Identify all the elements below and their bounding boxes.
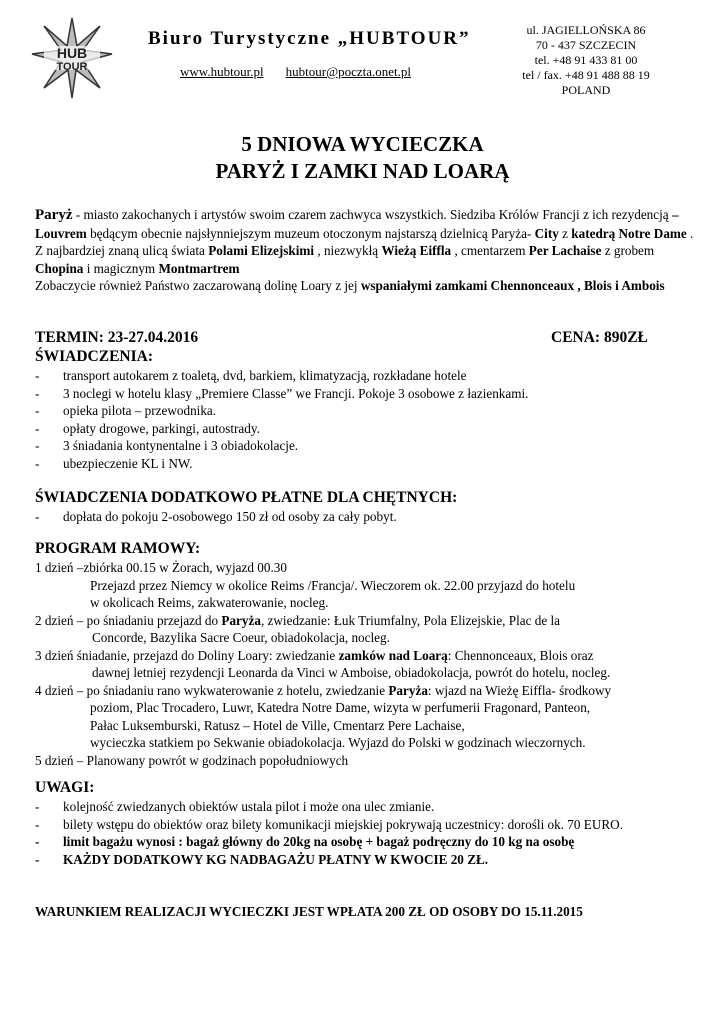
intro-text: , niezwykłą [314,243,382,258]
page-title [0,131,725,185]
intro-text: i magicznym [83,260,159,276]
program-line: wycieczka statkiem po Sekwanie obiadokolacja. Wyjazd do Polski w godzinach wieczornych. [90,735,586,750]
address-line: ul. JAGIELLOŃSKA 86 [526,23,646,37]
list-item: - ubezpieczenie KL i NW. [35,455,695,473]
list-item: - kolejność zwiedzanych obiektów ustala pilot i może ona ulec zmianie. [35,798,695,816]
program-keyword: Paryża [221,612,261,628]
termin-heading: TERMIN: 23-27.04.2016 [35,329,199,346]
address-block [520,23,652,98]
list-item: - limit bagażu wynosi : bagaż główny do 20kg na osobę + bagaż podręczny do 10 kg na osobę [35,833,695,851]
intro-keyword: Paryż [35,207,73,223]
program-text: : Chennonceaux, Blois oraz [447,647,594,663]
intro-text: - miasto zakochanych i artystów swoim czarem zachwyca wszystkich. Siedziba Królów Francji z ich rezydencją [72,207,672,222]
intro-keyword: Wieżą Eiffla [381,243,452,258]
program-text: 4 dzień – po śniadaniu rano wykwaterowanie z hotelu, zwiedzanie [35,682,389,698]
program-line: Concorde, Bazylika Sacre Coeur, obiadokolacja, nocleg. [92,630,390,645]
program-line [35,612,715,630]
list-item: - 3 noclegi w hotelu klasy „Premiere Classe” we Francji. Pokoje 3 osobowe z łazienkami. [35,385,695,403]
intro-text: , cmentarzem [451,243,529,258]
list-item: - opieka pilota – przewodnika. [35,402,695,420]
program-keyword: zamków nad Loarą [338,647,448,663]
website-link[interactable]: www.hubtour.pl [180,64,264,79]
intro-keyword: katedrą Notre Dame [571,225,687,241]
intro-keyword: City [534,225,559,241]
program-text: : wjazd na Wieżę Eiffla- środkowy [427,682,612,698]
list-item: - 3 śniadania kontynentalne i 3 obiadokolacje. [35,437,695,455]
company-name: Biuro Turystyczne „HUBTOUR” [148,28,471,49]
swiadczenia-list [35,367,695,472]
hubtour-logo [30,16,114,100]
program-body [35,559,715,769]
title-line-2: PARYŻ I ZAMKI NAD LOARĄ [215,159,510,183]
logo-text-bottom: TOUR [56,61,88,73]
address-line: tel. +48 91 433 81 00 [534,53,638,67]
title-line-1: 5 DNIOWA WYCIECZKA [241,132,484,156]
intro-keyword: Per Lachaise [528,243,602,258]
list-item: - bilety wstępu do obiektów oraz bilety komunikacji miejskiej pokrywają uczestnicy: dorośli ok. 70 EURO. [35,816,695,834]
program-line: Przejazd przez Niemcy w okolice Reims /Francja/. Wieczorem ok. 22.00 przyjazd do hotelu [90,577,576,593]
list-item: - dopłata do pokoju 2-osobowego 150 zł od osoby za cały pobyt. [35,508,695,526]
email-link[interactable]: hubtour@poczta.onet.pl [285,64,411,79]
address-line: 70 - 437 SZCZECIN [535,38,637,52]
program-line: 5 dzień – Planowany powrót w godzinach popołudniowych [35,752,349,768]
program-line: 1 dzień –zbiórka 00.15 w Żorach, wyjazd 00.30 [35,560,287,575]
contact-links [180,64,411,80]
dodatkowe-list [35,508,695,526]
address-line: POLAND [561,83,611,97]
intro-text: Zobaczycie również Państwo zaczarowaną dolinę Loary z jej [35,278,361,293]
star-logo-icon [30,16,114,100]
intro-keyword: – Louvrem [35,207,679,241]
dodatkowe-heading: ŚWIADCZENIA DODATKOWO PŁATNE DLA CHĘTNYCH: [35,489,458,506]
list-item: - KAŻDY DODATKOWY KG NADBAGAŻU PŁATNY W KWOCIE 20 ZŁ. [35,851,695,869]
list-item: - transport autokarem z toaletą, dvd, barkiem, klimatyzacją, rozkładane hotele [35,367,695,385]
program-line [35,647,715,665]
intro-paragraph [35,206,695,295]
list-item: - opłaty drogowe, parkingi, autostrady. [35,420,695,438]
swiadczenia-heading: ŚWIADCZENIA: [35,348,153,365]
intro-keyword: Montmartrem [158,260,240,276]
uwagi-list [35,798,695,868]
intro-keyword: Chopina [35,260,84,276]
program-text: , zwiedzanie: Łuk Triumfalny, Pola Elizejskie, Plac de la [260,612,561,628]
program-heading: PROGRAM RAMOWY: [35,540,201,557]
intro-text: z grobem [601,243,655,258]
program-text: 3 dzień śniadanie, przejazd do Doliny Loary: zwiedzanie [35,647,339,663]
address-line: tel / fax. +48 91 488 88 19 [522,68,650,82]
program-line: w okolicach Reims, zakwaterowanie, nocleg. [90,595,329,610]
uwagi-heading: UWAGI: [35,779,95,796]
program-line: poziom, Plac Trocadero, Luwr, Katedra Notre Dame, wizyta w perfumerii Fragonard, Panteon, [90,700,591,715]
intro-keyword: wspaniałymi zamkami Chennonceaux , Blois i Ambois [360,278,665,293]
price-heading: CENA: 890ZŁ [551,329,648,346]
footer-note: WARUNKIEM REALIZACJI WYCIECZKI JEST WPŁATA 200 ZŁ OD OSOBY DO 15.11.2015 [35,904,583,919]
logo-text-top: HUB [56,45,88,61]
intro-text: . Z najbardziej znaną ulicą świata [35,225,694,258]
program-text: 2 dzień – po śniadaniu przejazd do [35,612,222,628]
intro-keyword: Polami Elizejskimi [208,243,315,258]
program-line [35,682,715,700]
program-keyword: Paryża [388,682,428,698]
program-line: dawnej letniej rezydencji Leonarda da Vinci w Amboise, obiadokolacja, powrót do hotelu, nocleg. [92,665,611,680]
program-line: Pałac Luksemburski, Ratusz – Hotel de Ville, Cmentarz Pere Lachaise, [90,717,465,733]
intro-text: z [558,225,572,241]
intro-text: będącym obecnie najsłynniejszym muzeum otoczonym najstarszą dzielnicą Paryża- [86,225,535,241]
